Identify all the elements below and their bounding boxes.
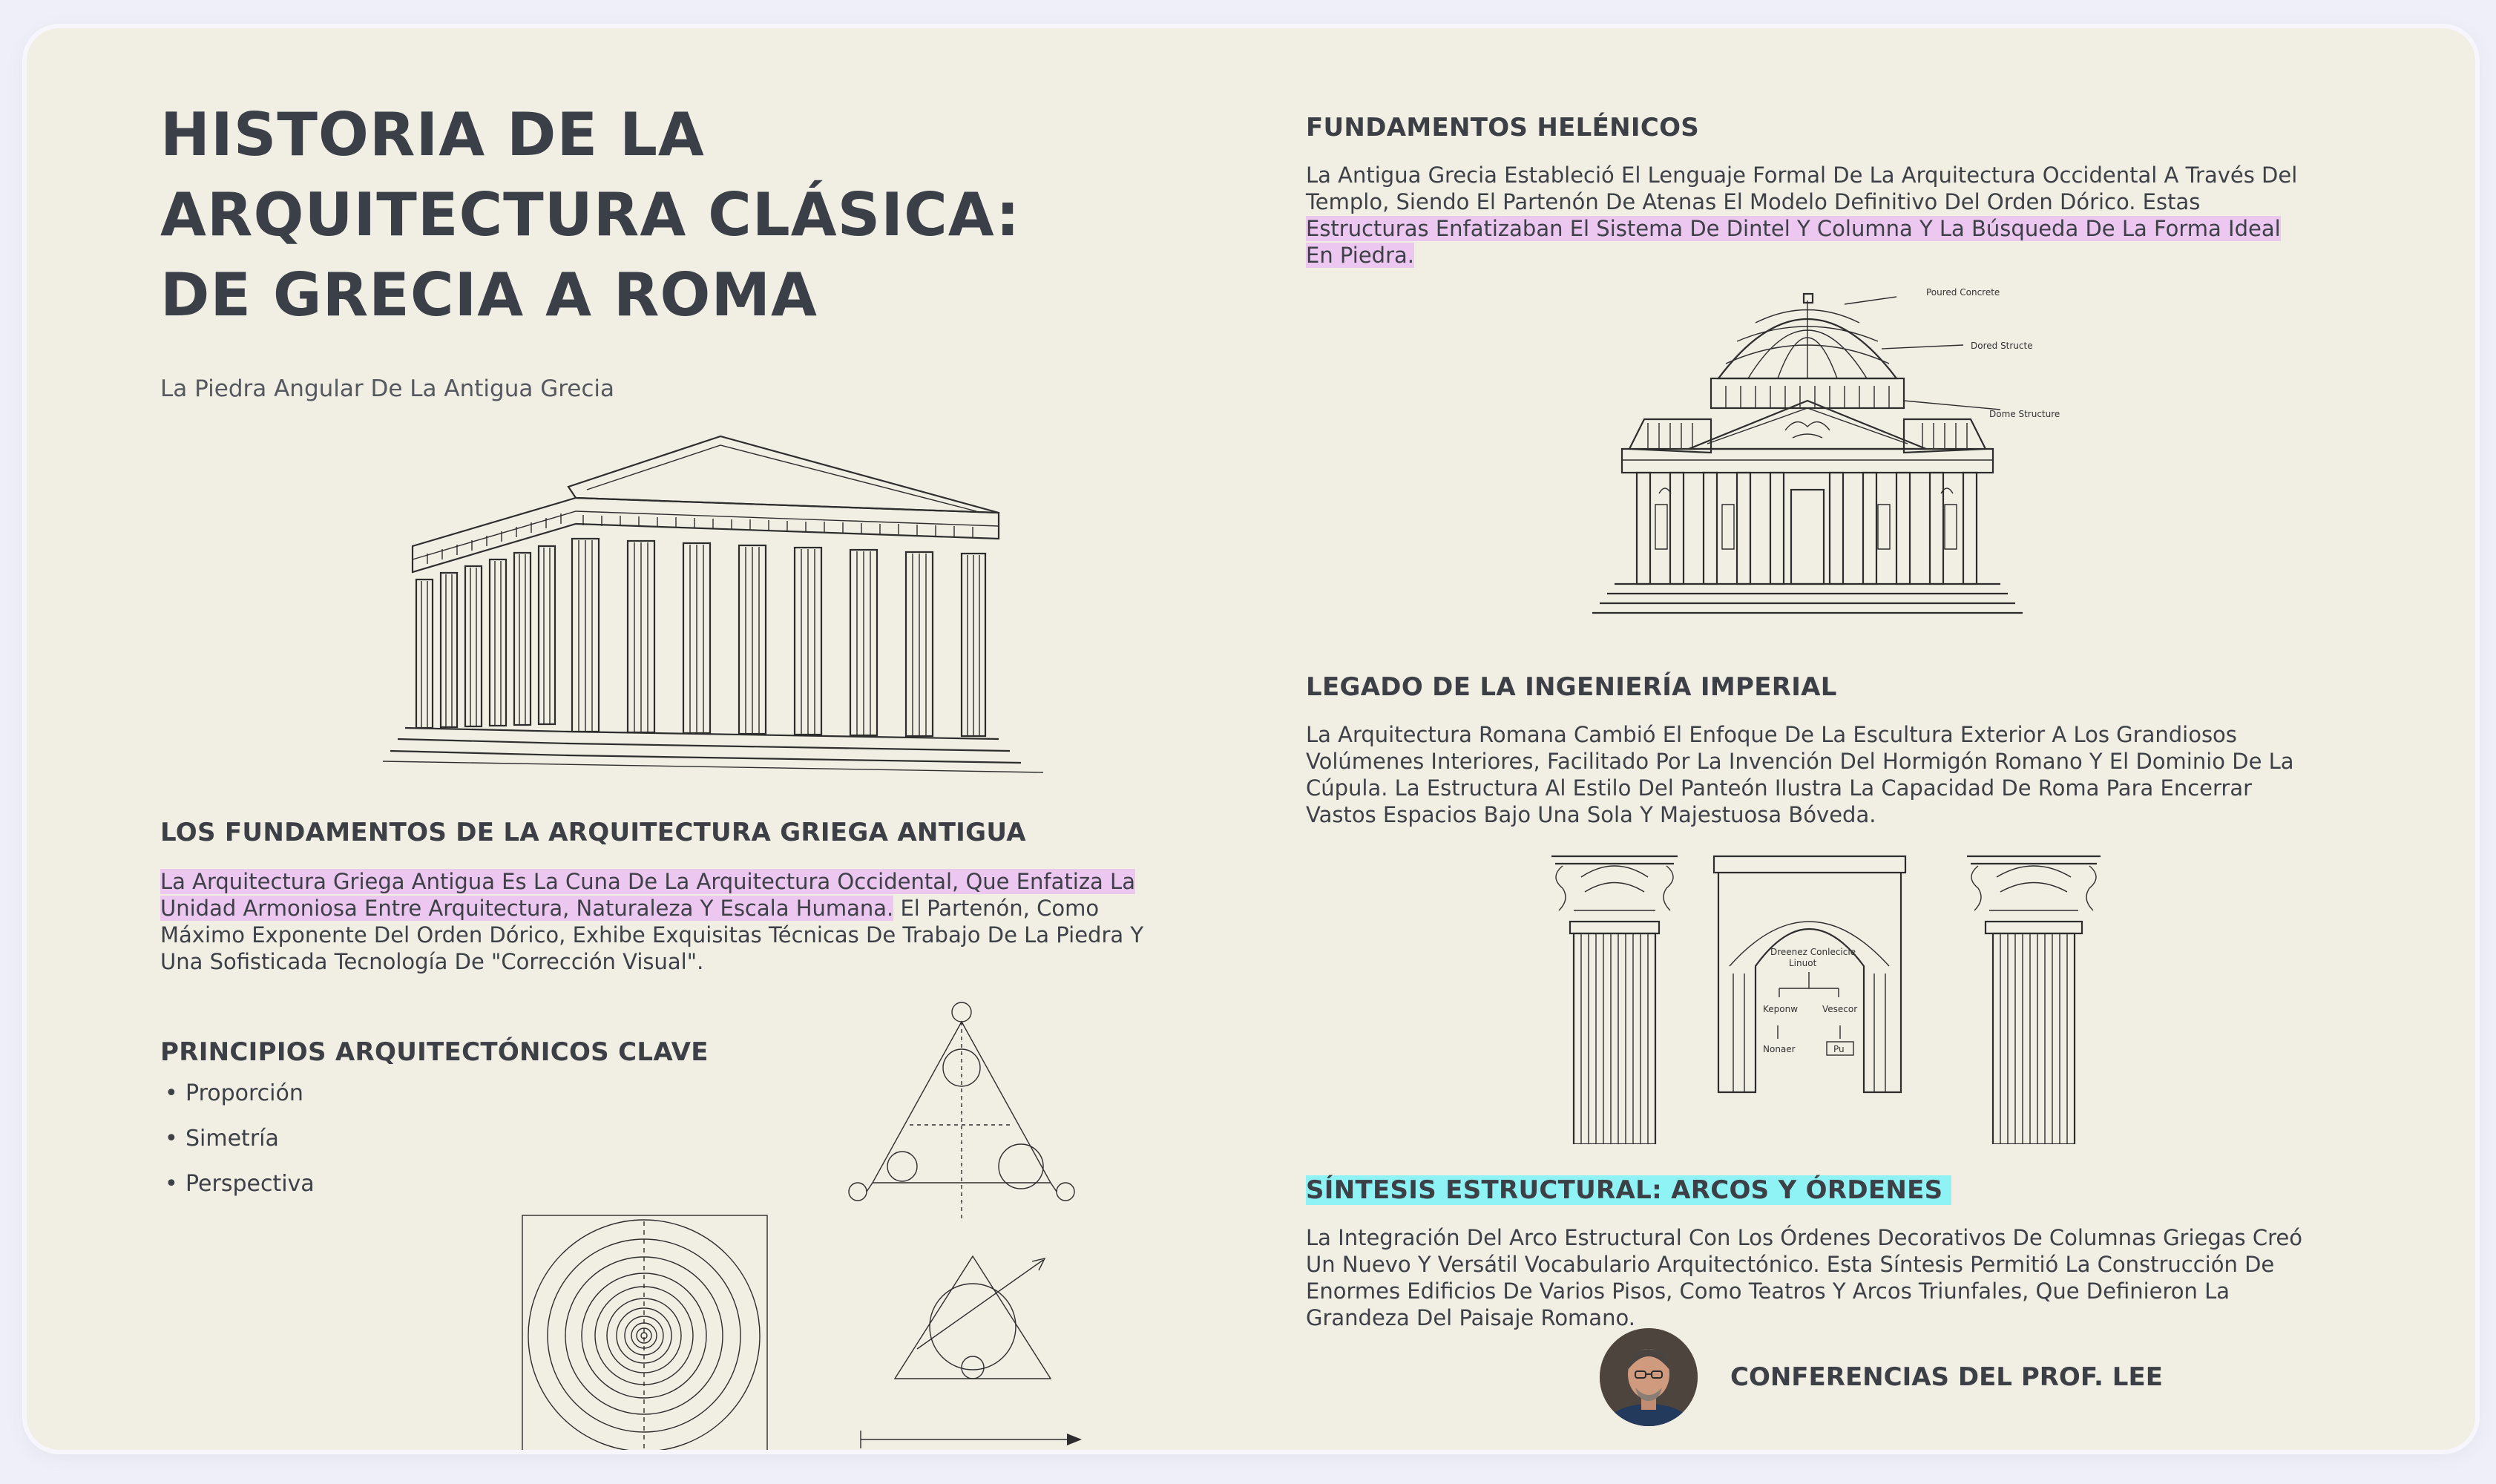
arch-label-top-1: Dreenez Conlecicle xyxy=(1770,947,1856,957)
triangle-perspective-diagram xyxy=(880,1245,1065,1393)
synthesis-text: La Integración Del Arco Estructural Con Los Órdenes Decorativos De Columnas Griegas Creó Un Nuevo Y Versátil Vocabulario Arquitectónico. Esta Síntesis Permitió La Construcción De Enormes Edificios De Varios Pisos, Como Teatros Y Arcos Triunfales, Que Definieron La Grandeza Del Paisaje Romano. xyxy=(1306,1225,2303,1330)
greek-section-text xyxy=(160,868,1155,975)
columns-arch-illustration xyxy=(1540,847,2119,1144)
avatar xyxy=(1600,1328,1698,1426)
triangle-proportion-diagram xyxy=(828,997,1095,1227)
title-line-1: HISTORIA DE LA xyxy=(160,100,705,169)
pantheon-label-poured-concrete: Poured Concrete xyxy=(1926,287,2000,298)
principles-heading: PRINCIPIOS ARQUITECTÓNICOS CLAVE xyxy=(160,1037,709,1067)
concentric-circles-diagram xyxy=(521,1214,770,1450)
arch-label-bottom-right: Pu xyxy=(1833,1044,1845,1054)
title-line-3: DE GRECIA A ROMA xyxy=(160,260,818,329)
pantheon-illustration xyxy=(1570,252,2134,646)
greek-section-rest: El Partenón, Como Máximo Exponente Del Orden Dórico, Exhibe Exquisitas Técnicas De Trabajo De La Piedra Y Una Sofisticada Tecnología De "Corrección Visual". xyxy=(160,896,1144,974)
pantheon-label-dome-structure: Dome Structure xyxy=(1989,409,2060,419)
greek-section-highlight: La Arquitectura Griega Antigua Es La Cuna De La Arquitectura Occidental, Que Enfatiza La Unidad Armoniosa Entre Arquitectura, Naturaleza Y Escala Humana. xyxy=(160,869,1135,921)
synthesis-heading xyxy=(1306,1175,1951,1205)
imperial-heading: LEGADO DE LA INGENIERÍA IMPERIAL xyxy=(1306,672,1837,702)
hellenic-heading: FUNDAMENTOS HELÉNICOS xyxy=(1306,113,1700,142)
imperial-text: La Arquitectura Romana Cambió El Enfoque De La Escultura Exterior A Los Grandiosos Volúmenes Interiores, Facilitado Por La Invención Del Hormigón Romano Y El Dominio De La Cúpula. La Estructura Al Estilo Del Panteón Ilustra La Capacidad De Roma Para Encerrar Vastos Espacios Bajo Una Sola Y Majestuosa Bóveda. xyxy=(1306,722,2294,827)
greek-section-heading: LOS FUNDAMENTOS DE LA ARQUITECTURA GRIEGA ANTIGUA xyxy=(160,818,1026,847)
arch-label-right: Vesecor xyxy=(1822,1004,1858,1014)
arch-label-left: Keponw xyxy=(1763,1004,1799,1014)
principle-item-proporcion: • Proporción xyxy=(165,1080,315,1126)
perspective-arrow-line xyxy=(856,1423,1086,1450)
synthesis-heading-text: SÍNTESIS ESTRUCTURAL: ARCOS Y ÓRDENES xyxy=(1306,1175,1951,1205)
page-title xyxy=(160,95,1125,335)
principle-item-simetria: • Simetría xyxy=(165,1126,315,1171)
arch-label-top-2: Linuot xyxy=(1789,958,1817,968)
principles-list xyxy=(165,1080,315,1216)
hellenic-highlight: Estructuras Enfatizaban El Sistema De Dintel Y Columna Y La Búsqueda De La Forma Ideal En Piedra. xyxy=(1306,216,2281,268)
title-line-2: ARQUITECTURA CLÁSICA: xyxy=(160,180,1021,249)
subtitle: La Piedra Angular De La Antigua Grecia xyxy=(160,375,615,402)
slide xyxy=(27,28,2475,1450)
pantheon-label-dored-structe: Dored Structe xyxy=(1971,341,2033,351)
hellenic-text-main: La Antigua Grecia Estableció El Lenguaje Formal De La Arquitectura Occidental A Través Del Templo, Siendo El Partenón De Atenas El Modelo Definitivo Del Orden Dórico. Estas xyxy=(1306,162,2298,214)
arch-label-bottom-left: Nonaer xyxy=(1763,1044,1796,1054)
greek-temple-illustration xyxy=(383,427,1051,784)
principle-item-perspectiva: • Perspectiva xyxy=(165,1171,315,1216)
footer-name: CONFERENCIAS DEL PROF. LEE xyxy=(1730,1362,2163,1392)
